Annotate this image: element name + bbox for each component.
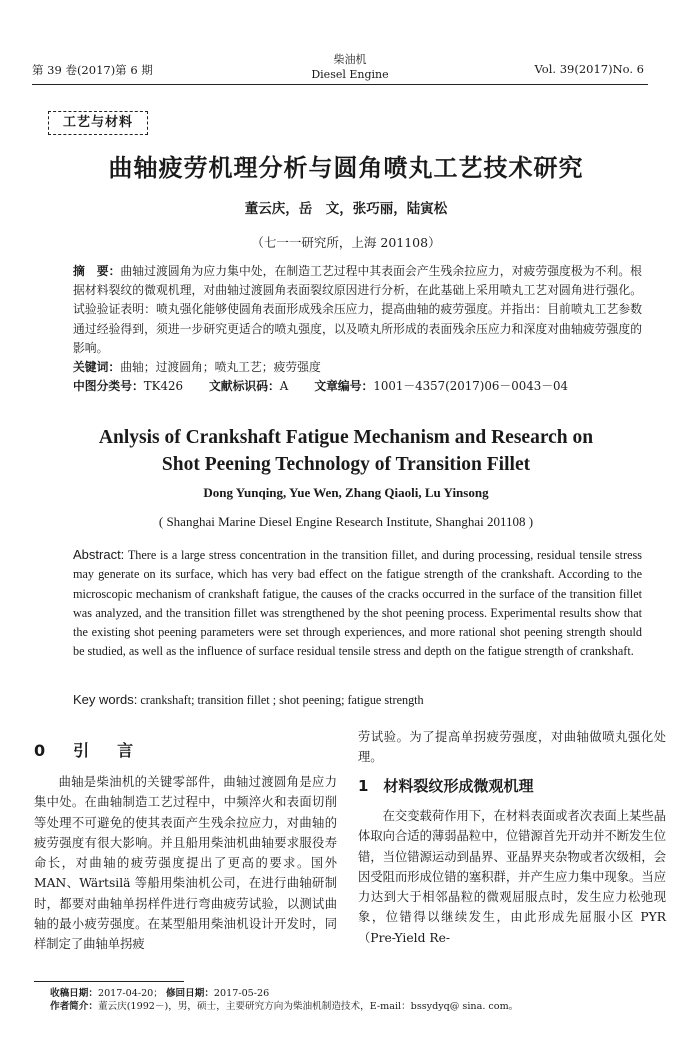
section-0-paragraph: 曲轴是柴油机的关键零部件，曲轴过渡圆角是应力集中处。在曲轴制造工艺过程中，中频淬火和表面切削等处理不可避免的使其表面产生残余拉应力，对曲轴的疲劳强度有很大影响。并且船用柴油机曲轴要求服役寿命长，对曲轴的疲劳强度提出了更高的要求。国外 MAN、Wärtsilä 等船用柴油机公司，在进行曲轴研制时，都要对曲轴单拐样件进行弯曲疲劳试验，以测试曲轴的最小疲劳强度。在某型船用柴油机设计开发时，同样制定了曲轴单拐疲 bbox=[34, 775, 337, 952]
keywords-cn bbox=[73, 358, 642, 376]
section-0-continuation: 劳试验。为了提高单拐疲劳强度，对曲轴做喷丸强化处理。 bbox=[358, 730, 666, 765]
keywords-en bbox=[73, 691, 642, 709]
footnote-dates bbox=[50, 987, 269, 1000]
abstract-en-text: There is a large stress concentration in the transition fillet, and during processing, residual tensile stress may generate on its surface, which has very bad effect on the fatigue strength of the crankshaft. According to the microscopic mechanism of crankshaft fatigue, the causes of the cracks occurred in the surface of the transition fillet was analyzed, and the transition fillet was strengthened by the shot peening process. Experimental results show that the existing shot peening parameters were set through experiences, and more rational shot peening strength should be studied, as well as the influence of surface residual tensile stress and depth on the fatigue strength of crankshaft. bbox=[73, 548, 642, 659]
paper-title-cn: 曲轴疲劳机理分析与圆角喷丸工艺技术研究 bbox=[108, 154, 584, 182]
clc-label: 中图分类号： bbox=[73, 379, 144, 393]
abstract-cn-text: 曲轴过渡圆角为应力集中处，在制造工艺过程中其表面会产生残余拉应力，对疲劳强度极为不利。根据材料裂纹的微观机理，对曲轴过渡圆角表面裂纹原因进行分析，在此基础上采用喷丸工艺对圆角进行强化。试验验证表明：喷丸强化能够使圆角表面形成残余压应力，提高曲轴的疲劳强度。并指出：目前喷丸工艺参数通过经验得到，须进一步研究更适合的喷丸强度，以及喷丸所形成的表面残余压应力和深度对曲轴疲劳强度的影响。 bbox=[73, 264, 642, 355]
author-bio-label: 作者简介： bbox=[50, 1001, 98, 1012]
section-1-heading: 1 材料裂纹形成微观机理 bbox=[358, 777, 534, 795]
article-number-label: 文章编号： bbox=[314, 379, 374, 393]
journal-name-cn: 柴油机 bbox=[333, 53, 367, 66]
running-header-journal bbox=[250, 52, 450, 82]
running-header-volume: 第 39 卷(2017)第 6 期 bbox=[32, 63, 153, 77]
abstract-en-label: Abstract: bbox=[73, 547, 125, 562]
doc-code-value: A bbox=[279, 379, 289, 393]
journal-name-en: Diesel Engine bbox=[311, 68, 389, 81]
paper-title-en bbox=[40, 424, 652, 478]
abstract-cn bbox=[73, 262, 642, 358]
paper-title-en-line2: Shot Peening Technology of Transition Fillet bbox=[161, 454, 531, 475]
section-0-heading: 0 引 言 bbox=[34, 741, 140, 760]
affiliation-en: ( Shanghai Marine Diesel Engine Research Institute, Shanghai 201108 ) bbox=[158, 514, 534, 529]
revised-date: 2017-05-26 bbox=[213, 988, 270, 999]
author-bio: 董云庆(1992－)，男，硕士，主要研究方向为柴油机制造技术，E-mail：bssydyq@ sina. com。 bbox=[97, 1001, 519, 1012]
abstract-cn-label: 摘 要： bbox=[73, 264, 121, 278]
revised-label: 修回日期： bbox=[165, 988, 214, 999]
article-number-value: 1001－4357(2017)06－0043－04 bbox=[373, 379, 569, 393]
abstract-en bbox=[73, 545, 642, 662]
footnote-divider bbox=[34, 981, 184, 982]
running-header-volume-en: Vol. 39(2017)No. 6 bbox=[534, 62, 644, 76]
keywords-en-label: Key words: bbox=[73, 692, 138, 707]
authors-en: Dong Yunqing, Yue Wen, Zhang Qiaoli, Lu Yinsong bbox=[203, 485, 489, 500]
received-date: 2017-04-20； bbox=[97, 988, 163, 999]
header-divider bbox=[32, 84, 648, 85]
footnote-author bbox=[50, 1000, 518, 1013]
section-tag: 工艺与材料 bbox=[48, 111, 148, 135]
section-1-paragraph: 在交变载荷作用下，在材料表面或者次表面上某些晶体取向合适的薄弱晶粒中，位错源首先开动并不断发生位错，当位错源运动到晶界、亚晶界夹杂物或者次级相，会因受阻而形成位错的塞积群，并产生应力集中现象。当应力达到大于相邻晶粒的微观屈服点时，发生应力松弛现象，位错得以继续发生，由此形成先屈服小区 PYR（Pre-Yield Re- bbox=[358, 809, 666, 945]
affiliation-cn: （七一一研究所，上海 201108） bbox=[251, 235, 441, 250]
body-right-column bbox=[358, 806, 666, 948]
keywords-en-text: crankshaft; transition fillet ; shot peening; fatigue strength bbox=[137, 693, 424, 707]
body-left-column bbox=[34, 772, 337, 955]
body-right-column-continuation bbox=[358, 727, 666, 768]
paper-title-en-line1: Anlysis of Crankshaft Fatigue Mechanism and Research on bbox=[98, 427, 594, 448]
received-label: 收稿日期： bbox=[50, 988, 98, 999]
keywords-cn-label: 关键词： bbox=[73, 360, 121, 374]
clc-value: TK426 bbox=[143, 379, 183, 393]
authors-cn: 董云庆，岳 文，张巧丽，陆寅松 bbox=[244, 201, 448, 217]
doc-code-label: 文献标识码： bbox=[209, 379, 280, 393]
keywords-cn-text: 曲轴；过渡圆角；喷丸工艺；疲劳强度 bbox=[120, 360, 321, 374]
classification-cn bbox=[73, 377, 660, 395]
